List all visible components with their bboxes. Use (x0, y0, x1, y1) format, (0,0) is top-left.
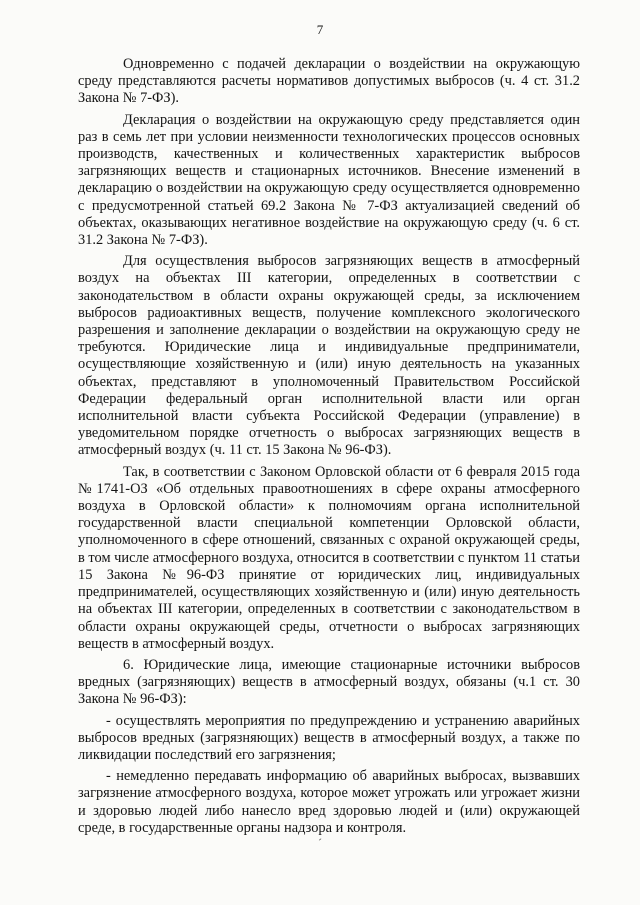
page-number: 7 (316, 22, 324, 37)
paragraph-2: Декларация о воздействии на окружающую среду представляется один раз в семь лет при условии неизменности технологических процессов основных производств, качественных и количественных характеристик выбросов загрязняющих веществ и стационарных источников. Внесение изменений в декларацию о воздействии на окружающую среду осуществляется одновременно с предусмотренной статьей 69.2 Закона № 7-ФЗ актуализацией сведений об объектах, оказывающих негативное воздействие на окружающую среду (ч. 6 ст. 31.2 Закона № 7-ФЗ). (78, 111, 580, 249)
list-item-2: - немедленно передавать информацию об аварийных выбросах, вызвавших загрязнение атмосферного воздуха, которое может угрожать или угрожает жизни и здоровью людей либо нанесло вред здоровью людей и (или) окружающей среде, в государственные органы надзора и контроля. (78, 768, 580, 836)
paragraph-1: Одновременно с подачей декларации о воздействии на окружающую среду представляются расчеты нормативов допустимых выбросов (ч. 4 ст. 31.2 Закона № 7-ФЗ). (78, 56, 580, 107)
paragraph-5-obligations-intro: 6. Юридические лица, имеющие стационарные источники выбросов вредных (загрязняющих) веществ в атмосферный воздух, обязаны (ч.1 ст. 30 Закона № 96-ФЗ): (78, 656, 580, 708)
paragraph-4: Так, в соответствии с Законом Орловской области от 6 февраля 2015 года №1741-ОЗ «Об отдельных правоотношениях в сфере охраны атмосферного воздуха в Орловской области» к полномочиям органа исполнительной государственной власти специальной компетенции Орловской области, уполномоченного в сфере отношений, связанных с охраной окружающей среды, в том числе атмосферного воздуха, относится в соответствии с пунктом 11 статьи 15 Закона №96-ФЗ принятие от юридических лиц, индивидуальных предпринимателей, осуществляющих хозяйственную и (или) иную деятельность на объектах III категории, определенных в соответствии с законодательством в области охраны окружающей среды, отчетности о выбросах загрязняющих веществ в атмосферный воздух. (78, 463, 580, 652)
paragraph-3: Для осуществления выбросов загрязняющих веществ в атмосферный воздух на объектах III категории, определенных в соответствии с законодательством в области охраны окружающей среды, за исключением выбросов радиоактивных веществ, получение комплексного экологического разрешения и заполнение декларации о воздействии на окружающую среду не требуются. Юридические лица и индивидуальные предприниматели, осуществляющие хозяйственную и (или) иную деятельность на указанных объектах, представляют в уполномоченный Правительством Российской Федерации федеральный орган исполнительной власти или орган исполнительной власти субъекта Российской Федерации (управление) в уведомительном порядке отчетность о выбросах загрязняющих веществ в атмосферный воздух (ч. 11 ст. 15 Закона № 96-ФЗ). (78, 253, 580, 459)
list-item-1: - осуществлять мероприятия по предупреждению и устранению аварийных выбросов вредных (загрязняющих) веществ в атмосферный воздух, а также по ликвидации последствий его загрязнения; (78, 712, 580, 763)
scan-mark: ˊ (318, 836, 322, 850)
document-body (78, 56, 580, 837)
